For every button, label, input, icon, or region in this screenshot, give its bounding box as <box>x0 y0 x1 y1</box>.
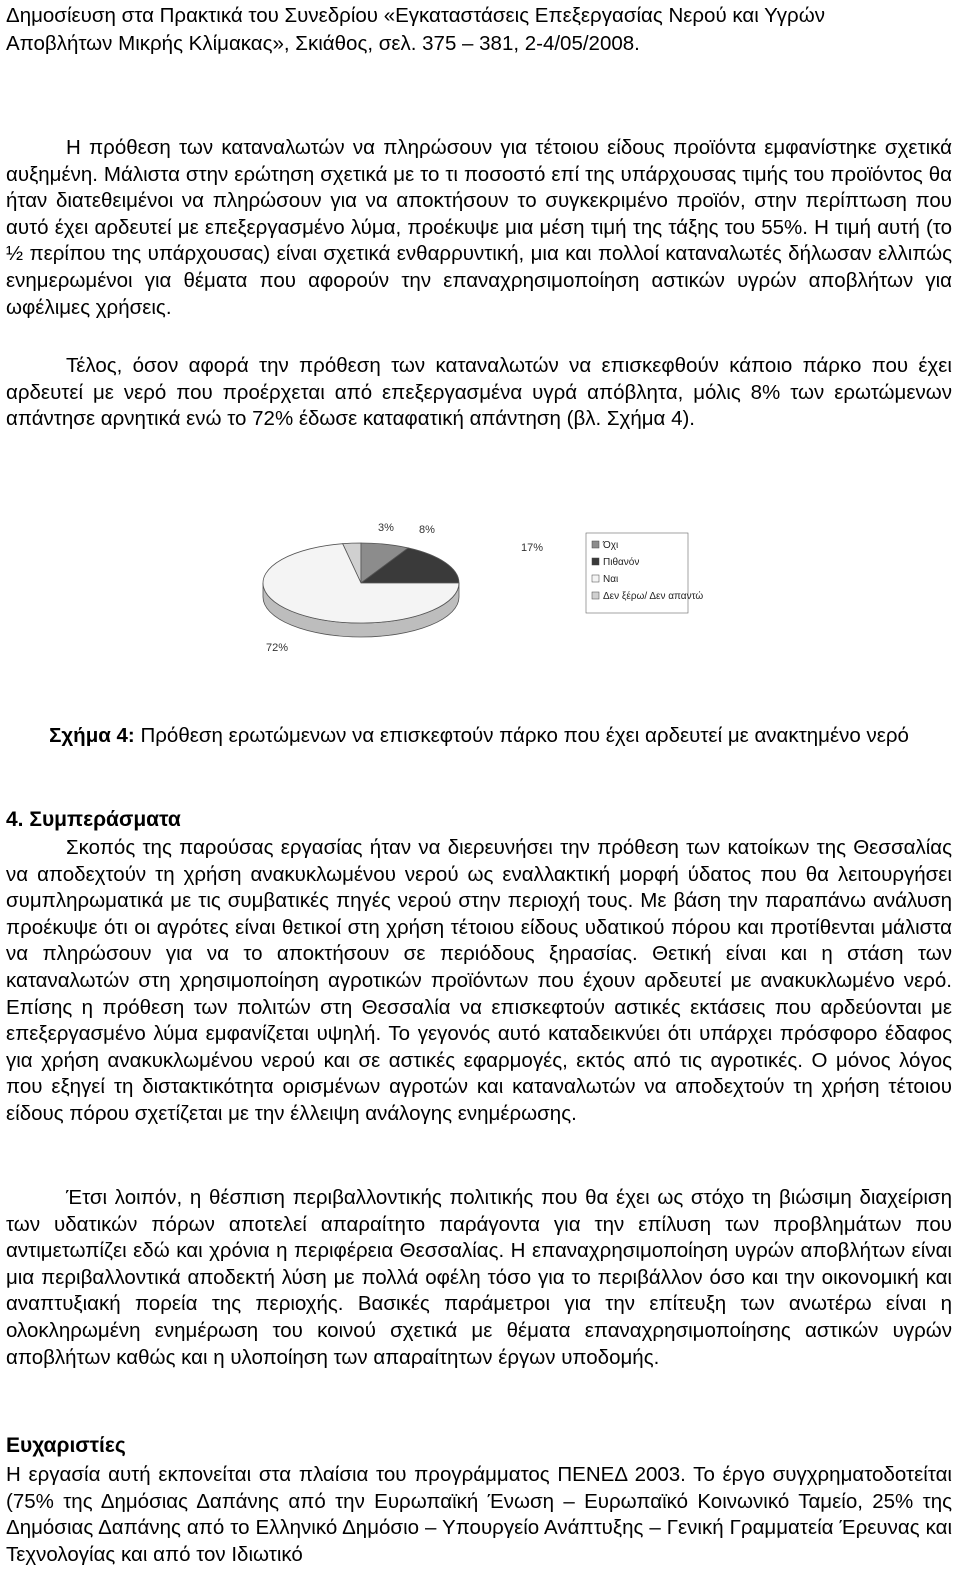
legend-swatch-3 <box>592 592 599 599</box>
figure-4-pie-chart <box>231 513 704 663</box>
legend-swatch-0 <box>592 541 599 548</box>
pie-data-label-1: 17% <box>521 542 544 554</box>
legend-label-0: Όχι <box>603 540 619 551</box>
page-header <box>6 2 952 58</box>
paragraph-acknowledgements: Η εργασία αυτή εκπονείται στα πλαίσια του προγράμματος ΠΕΝΕΔ 2003. Το έργο συγχρηματοδοτείται (75% της Δημόσιας Δαπάνης από την Ευρωπαϊκή Ένωση – Ευρωπαϊκό Κοινωνικό Ταμείο, 25% της Δημόσιας Δαπάνης από το Ελληνικό Δημόσιο – Υπουργείο Ανάπτυξης – Γενική Γραμματεία Έρευνας και Τεχνολογίας και από τον Ιδιωτικό <box>6 1463 952 1566</box>
pie-data-label-0: 8% <box>419 524 435 536</box>
legend-label-2: Ναι <box>603 574 619 585</box>
paragraph-park-visit: Τέλος, όσον αφορά την πρόθεση των καταναλωτών να επισκεφθούν κάποιο πάρκο που έχει αρδευτεί με νερό που προέρχεται από επεξεργασμένα υγρά απόβλητα, μόλις 8% των ερωτώμενων απάντησε αρνητικά ενώ το 72% έδωσε καταφατική απάντηση (βλ. Σχήμα 4). <box>6 354 952 431</box>
header-line-2: Αποβλήτων Μικρής Κλίμακας», Σκιάθος, σελ. 375 – 381, 2-4/05/2008. <box>6 32 640 55</box>
legend-label-3: Δεν ξέρω/ Δεν απαντώ <box>603 591 704 602</box>
section-heading-conclusions: 4. Συμπεράσματα <box>6 808 181 831</box>
figure-caption <box>6 721 952 751</box>
legend-swatch-2 <box>592 575 599 582</box>
section-heading-acknowledgements: Ευχαριστίες <box>6 1434 126 1457</box>
pie-data-label-2: 72% <box>266 642 289 654</box>
chart-legend <box>586 533 703 613</box>
paragraph-consumer-payment: Η πρόθεση των καταναλωτών να πληρώσουν για τέτοιου είδους προϊόντα εμφανίστηκε σχετικά αυξημένη. Μάλιστα στην ερώτηση σχετικά με το τι ποσοστό επί της υπάρχουσας τιμής του προϊόντος θα ήταν διατεθειμένοι να πληρώσουν για να αποκτήσουν το συγκεκριμένο προϊόν, στην περίπτωση που αυτό έχει αρδευτεί με επεξεργασμένο λύμα, προέκυψε μια μέση τιμή της τάξης του 55%. Η τιμή αυτή (το ½ περίπου της υπάρχουσας) είναι σχετικά ενθαρρυντική, μια και πολλοί καταναλωτές δήλωσαν ελλιπώς ενημερωμένοι για θέματα που αφορούν την επαναχρησιμοποίηση αστικών υγρών αποβλήτων για ωφέλιμες χρήσεις. <box>6 136 952 319</box>
paragraph-conclusions-2: Έτσι λοιπόν, η θέσπιση περιβαλλοντικής πολιτικής που θα έχει ως στόχο τη βιώσιμη διαχείριση των υδατικών πόρων αποτελεί απαραίτητο παράγοντα για την επίλυση των προβλημάτων που αντιμετωπίζει εδώ και χρόνια η περιφέρεια Θεσσαλίας. Η επαναχρησιμοποίηση υγρών αποβλήτων είναι μια περιβαλλοντικά αποδεκτή λύση με πολλά οφέλη τόσο για το περιβάλλον όσο και την οικονομική και αναπτυξιακή πορεία της περιοχής. Βασικές παράμετροι για την επίτευξη των ανωτέρω είναι η ολοκληρωμένη ενημέρωση του κοινού σχετικά με θέματα επαναχρησιμοποίησης αστικών υγρών αποβλήτων καθώς και η υλοποίηση των απαραίτητων έργων υποδομής. <box>6 1186 952 1369</box>
pie-group <box>263 522 543 654</box>
pie-data-label-3: 3% <box>378 522 394 534</box>
legend-label-1: Πιθανόν <box>603 557 640 568</box>
caption-text: Πρόθεση ερωτώμενων να επισκεφτούν πάρκο που έχει αρδευτεί με ανακτημένο νερό <box>134 724 909 747</box>
paragraph-conclusions-1: Σκοπός της παρούσας εργασίας ήταν να διερευνήσει την πρόθεση των κατοίκων της Θεσσαλίας να αποδεχτούν τη χρήση ανακυκλωμένου νερού ως εναλλακτική μορφή ύδατος που θα λειτουργήσει συμπληρωματικά με τις συμβατικές πηγές νερού στην περιοχή τους. Με βάση την παραπάνω ανάλυση προέκυψε ότι οι αγρότες είναι θετικοί στη χρήση τέτοιου είδους υδατικού πόρου και προτίθενται μάλιστα να πληρώσουν για να το αποκτήσουν σε περιόδους ξηρασίας. Θετική είναι και η στάση των καταναλωτών στη χρησιμοποίηση αγροτικών προϊόντων που έχουν αρδευτεί με ανακυκλωμένο νερό. Επίσης η πρόθεση των πολιτών στη Θεσσαλία να επισκεφτούν αστικές εκτάσεις που αρδεύονται με επεξεργασμένο λύμα εμφανίζεται υψηλή. Το γεγονός αυτό καταδεικνύει ότι υπάρχει πρόσφορο έδαφος για χρήση ανακυκλωμένου νερού και σε αστικές εφαρμογές, εκτός από τις αγροτικές. Ο μόνος λόγος που εξηγεί τη διστακτικότητα ορισμένων αγροτών και καταναλωτών να αποδεχτούν τη χρήση τέτοιου είδους πόρου σχετίζεται με την έλλειψη ανάλογης ενημέρωσης. <box>6 836 952 1125</box>
header-line-1: Δημοσίευση στα Πρακτικά του Συνεδρίου «Εγκαταστάσεις Επεξεργασίας Νερού και Υγρών <box>6 4 825 27</box>
caption-label: Σχήμα 4: <box>49 724 135 747</box>
legend-swatch-1 <box>592 558 599 565</box>
